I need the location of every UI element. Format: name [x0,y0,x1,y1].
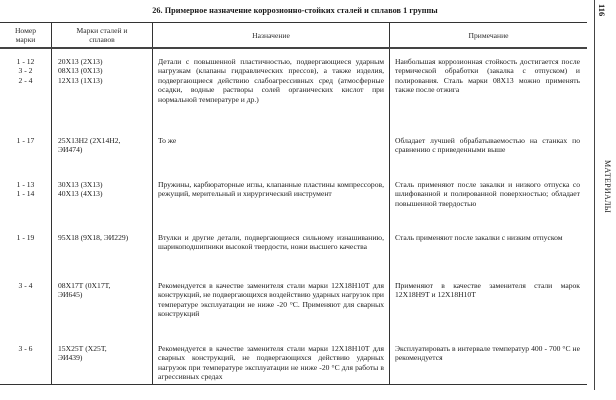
grade-name: ЭИ645) [58,290,83,300]
row-grades-cell [52,273,153,336]
row-number-cell [0,273,52,336]
grade-number: 1 - 12 [16,57,35,66]
row-number-cell [0,128,52,172]
row-purpose-cell: Детали с повышенной пластичностью, подвергающиеся ударным нагрузкам (клапаны гидравлических прессов), а также изделия, подвергающиеся действию слабоагрессивных сред (атмосферные осадки, водные растворы солей органических кислот при нормальной температуре и др.) [153,49,390,128]
row-purpose-cell: То же [153,128,390,172]
side-rule-divider [594,0,595,390]
header-note [390,23,587,47]
row-grades-cell [52,172,153,225]
header-note-label: Примечание [468,30,509,40]
grade-number: 1 - 14 [16,189,35,199]
row-purpose-cell: Рекомендуется в качестве заменителя стали марки 12Х18Н10Т для конструкций, не подвергающихся воздействию ударных нагрузок при температуре эксплуатации не ниже -20 °С. Применяют для сварных конструкций [153,273,390,336]
row-number-cell [0,49,52,128]
grade-name: ЭИ439) [58,353,83,363]
row-purpose-cell: Пружины, карбюраторные иглы, клапанные пластины компрессоров, режущий, мерительный и хирургический инструмент [153,172,390,225]
table-title: 26. Примерное назначение коррозионно-стойких сталей и сплавов 1 группы [152,6,438,15]
row-purpose-cell: Рекомендуется в качестве заменителя стали марки 12Х18Н10Т для сварных конструкций, не подвергающихся действию ударных нагрузок при температуре эксплуатации не ниже -20 °С для работы в агрессивных средах [153,336,390,384]
header-purpose [153,23,390,47]
grade-name: 15Х25Т (Х25Т, [58,344,107,353]
header-grades-label: Марки сталей и сплавов [76,26,128,44]
table-header-row [0,23,587,49]
row-note-cell: Наибольшая коррозионная стойкость достигается после термической обработки (закалка с отпуском) и полирования. Сталь марки 08Х13 можно применять также после отжига [395,57,580,95]
row-grades-cell [52,49,153,128]
row-grades-cell [52,128,153,172]
grade-name: 25Х13Н2 (2Х14Н2, [58,136,121,145]
grade-number: 3 - 4 [18,281,33,290]
grade-name: 12Х13 (1Х13) [58,75,103,85]
row-grades-cell [52,225,153,273]
row-number-cell [0,172,52,225]
grade-number: 2 - 4 [18,75,33,85]
row-note-cell: Эксплуатировать в интервале температур 400 - 700 °С не рекомендуется [395,344,580,363]
grade-number: 1 - 19 [16,233,35,242]
grade-name: 08Х17Т (0Х17Т, [58,281,111,290]
table-row [0,172,587,225]
row-number-cell [0,336,52,384]
grade-number: 1 - 17 [16,136,35,145]
page-number: 116 [597,4,607,17]
steel-purpose-table [0,22,587,385]
row-number-cell [0,225,52,273]
grade-name: 40Х13 (4Х13) [58,189,103,199]
section-side-label: МАТЕРИАЛЫ [603,160,612,214]
grade-number: 1 - 13 [16,180,35,189]
table-row [0,128,587,172]
header-number [0,23,52,47]
row-note-cell: Обладает лучшей обрабатываемостью на станках по сравнению с приведенными выше [395,136,580,155]
grade-name: 08Х13 (0Х13) [58,66,103,76]
row-note-cell: Сталь применяют после закалки с низким отпуском [395,233,563,242]
table-row [0,336,587,384]
row-purpose-cell: Втулки и другие детали, подвергающиеся сильному изнашиванию, шарикоподшипники высокой твердости, ножи высшего качества [153,225,390,273]
row-note-cell: Применяют в качестве заменителя стали марок 12Х18Н9Т и 12Х18Н10Т [395,281,580,300]
header-grades [52,23,153,47]
grade-name: 20Х13 (2Х13) [58,57,103,66]
grade-name: 30Х13 (3Х13) [58,180,103,189]
grade-number: 3 - 2 [18,66,33,76]
row-note-cell: Сталь применяют после закалки и низкого отпуска со шлифованной и полированной поверхностью; обладает повышенной твердостью [395,180,580,208]
table-row [0,49,587,128]
grade-number: 3 - 6 [18,344,33,353]
table-row [0,273,587,336]
header-number-label: Номер марки [14,26,37,44]
table-row [0,225,587,273]
grade-name: ЭИ474) [58,145,83,155]
grade-name: 95Х18 (9Х18, ЭИ229) [58,233,129,242]
header-purpose-label: Назначение [252,30,290,40]
row-grades-cell [52,336,153,384]
